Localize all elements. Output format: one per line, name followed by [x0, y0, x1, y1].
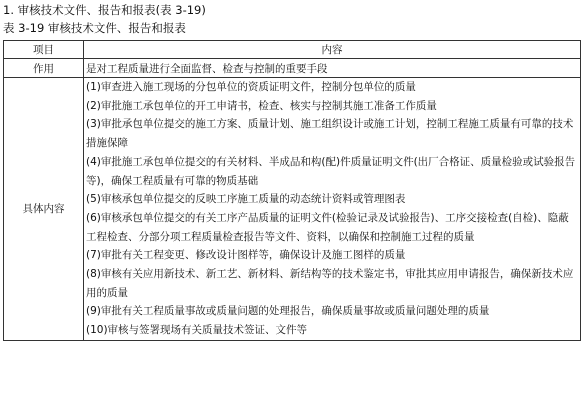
list-item: (4)审批施工承包单位提交的有关材料、半成品和构(配)件质量证明文件(出厂合格证、质量检验或试验报告等)，确保工程质量有可靠的物质基础	[86, 155, 576, 187]
header-content: 内容	[84, 41, 581, 59]
table-row-details	[4, 78, 581, 341]
purpose-text: 是对工程质量进行全面监督、检查与控制的重要手段	[84, 59, 581, 78]
list-item: (7)审批有关工程变更、修改设计图样等，确保设计及施工图样的质量	[86, 249, 406, 262]
header-item: 项目	[4, 41, 84, 59]
section-heading: 1. 审核技术文件、报告和报表(表 3-19)	[3, 3, 206, 17]
list-item: (8)审核有关应用新技术、新工艺、新材料、新结构等的技术鉴定书，审批其应用申请报告，确保新技术应用的质量	[86, 268, 574, 299]
list-item: (1)审查进入施工现场的分包单位的资质证明文件，控制分包单位的质量	[86, 81, 416, 93]
list-item: (10)审核与签署现场有关质量技术签证、文件等	[86, 324, 308, 337]
review-documents-table	[3, 40, 581, 341]
list-item: (5)审核承包单位提交的反映工序施工质量的动态统计资料或管理图表	[86, 193, 406, 206]
purpose-label: 作用	[4, 59, 84, 78]
list-item: (3)审批承包单位提交的施工方案、质量计划、施工组织设计或施工计划，控制工程施工质量有可靠的技术措施保障	[86, 118, 574, 150]
details-list	[84, 78, 581, 341]
list-item: (2)审批施工承包单位的开工申请书，检查、核实与控制其施工准备工作质量	[86, 99, 437, 112]
table-row-purpose	[4, 59, 581, 78]
table-header-row	[4, 41, 581, 59]
list-item: (9)审批有关工程质量事故或质量问题的处理报告，确保质量事故或质量问题处理的质量	[86, 305, 490, 318]
list-item: (6)审核承包单位提交的有关工序产品质量的证明文件(检验记录及试验报告)、工序交接检查(自检)、隐蔽工程检查、分部分项工程质量检查报告等文件、资料，以确保和控制施工过程的质量	[86, 211, 569, 243]
details-label: 具体内容	[4, 78, 84, 341]
table-caption: 表 3-19 审核技术文件、报告和报表	[3, 21, 186, 35]
